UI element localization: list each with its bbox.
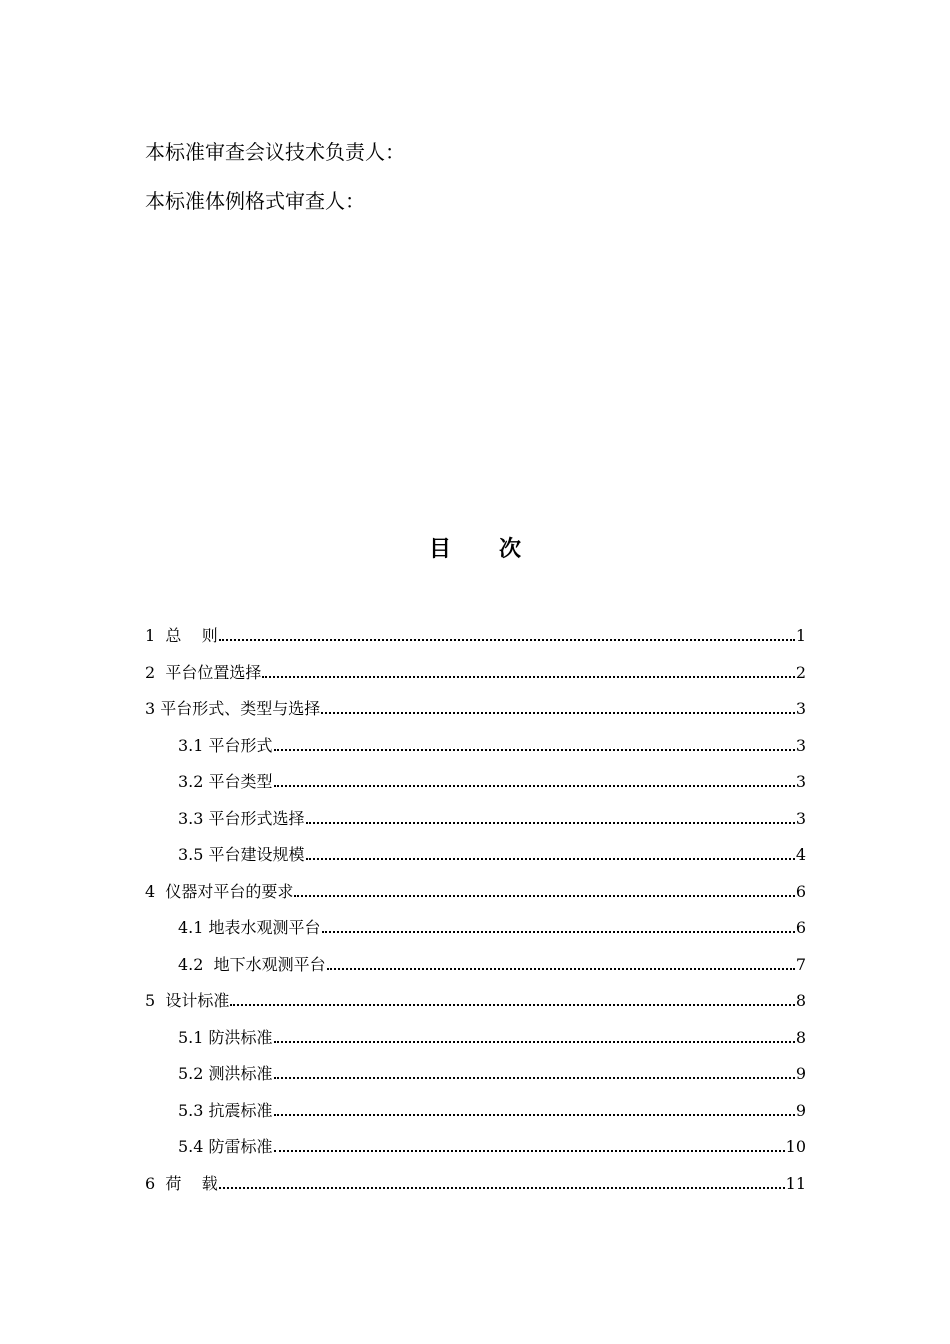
toc-entry-label: 4.2 地下水观测平台 bbox=[178, 955, 326, 974]
toc-entry-3[interactable] bbox=[145, 695, 806, 719]
toc-entry-page: 3 bbox=[795, 809, 806, 828]
toc-leader bbox=[327, 968, 795, 970]
toc-entry-4[interactable] bbox=[145, 878, 806, 902]
toc-leader bbox=[274, 749, 795, 751]
toc-entry-3-1[interactable] bbox=[178, 732, 806, 756]
toc-leader bbox=[274, 1150, 785, 1152]
toc-entry-1[interactable] bbox=[145, 622, 806, 646]
toc-entry-5-3[interactable] bbox=[178, 1097, 806, 1121]
toc-entry-4-2[interactable] bbox=[178, 951, 806, 975]
toc-entry-5-2[interactable] bbox=[178, 1060, 806, 1084]
toc-leader bbox=[322, 931, 795, 933]
toc-entry-label: 3.5 平台建设规模 bbox=[178, 845, 305, 864]
toc-entry-page: 9 bbox=[795, 1064, 806, 1083]
toc-entry-page: 6 bbox=[795, 918, 806, 937]
toc-entry-label: 1 总 则 bbox=[145, 626, 218, 645]
toc-entry-label: 5.1 防洪标准 bbox=[178, 1028, 273, 1047]
toc-entry-page: 9 bbox=[795, 1101, 806, 1120]
toc-leader bbox=[262, 676, 794, 678]
toc-leader bbox=[274, 785, 795, 787]
toc-entry-4-1[interactable] bbox=[178, 914, 806, 938]
toc-title-right: 次 bbox=[499, 536, 522, 562]
toc-entry-page: 2 bbox=[795, 663, 806, 682]
toc-entry-5[interactable] bbox=[145, 987, 806, 1011]
toc-entry-page: 3 bbox=[795, 772, 806, 791]
toc-entry-page: 3 bbox=[795, 736, 806, 755]
toc-leader bbox=[306, 822, 795, 824]
toc-leader bbox=[219, 639, 795, 641]
toc-entry-page: 11 bbox=[785, 1174, 806, 1193]
toc-entry-3-2[interactable] bbox=[178, 768, 806, 792]
toc-entry-label: 5 设计标准 bbox=[145, 991, 230, 1010]
toc-entry-label: 3 平台形式、类型与选择 bbox=[145, 699, 321, 718]
toc-leader bbox=[274, 1041, 795, 1043]
toc-entry-page: 8 bbox=[795, 991, 806, 1010]
toc-entry-label: 3.2 平台类型 bbox=[178, 772, 273, 791]
toc-entry-label: 4 仪器对平台的要求 bbox=[145, 882, 294, 901]
toc-title bbox=[0, 534, 950, 564]
toc-entry-2[interactable] bbox=[145, 659, 806, 683]
toc-entry-label: 5.2 测洪标准 bbox=[178, 1064, 273, 1083]
toc-leader bbox=[230, 1004, 794, 1006]
format-reviewer-line: 本标准体例格式审查人： bbox=[145, 189, 365, 213]
toc-entry-label: 3.1 平台形式 bbox=[178, 736, 273, 755]
toc-leader bbox=[294, 895, 794, 897]
toc-entry-page: 10 bbox=[785, 1137, 806, 1156]
toc-leader bbox=[321, 712, 795, 714]
review-meeting-technical-lead-line: 本标准审查会议技术负责人： bbox=[145, 140, 405, 164]
toc-entry-label: 6 荷 载 bbox=[145, 1174, 218, 1193]
toc-entry-page: 3 bbox=[795, 699, 806, 718]
toc-entry-label: 3.3 平台形式选择 bbox=[178, 809, 305, 828]
toc-entry-3-3[interactable] bbox=[178, 805, 806, 829]
toc-entry-label: 2 平台位置选择 bbox=[145, 663, 262, 682]
toc-entry-page: 1 bbox=[795, 626, 806, 645]
toc-leader bbox=[274, 1114, 795, 1116]
toc-leader bbox=[274, 1077, 795, 1079]
toc-title-left: 目 bbox=[428, 536, 451, 562]
toc-leader bbox=[219, 1187, 785, 1189]
toc-entry-page: 4 bbox=[795, 845, 806, 864]
toc-entry-page: 7 bbox=[795, 955, 806, 974]
toc-entry-label: 5.4 防雷标准 bbox=[178, 1137, 273, 1156]
toc-entry-page: 6 bbox=[795, 882, 806, 901]
toc-entry-label: 5.3 抗震标准 bbox=[178, 1101, 273, 1120]
toc-entry-page: 8 bbox=[795, 1028, 806, 1047]
toc-entry-5-1[interactable] bbox=[178, 1024, 806, 1048]
toc-leader bbox=[306, 858, 795, 860]
toc-entry-label: 4.1 地表水观测平台 bbox=[178, 918, 321, 937]
toc-entry-6[interactable] bbox=[145, 1170, 806, 1194]
toc-entry-5-4[interactable] bbox=[178, 1133, 806, 1157]
toc-entry-3-5[interactable] bbox=[178, 841, 806, 865]
